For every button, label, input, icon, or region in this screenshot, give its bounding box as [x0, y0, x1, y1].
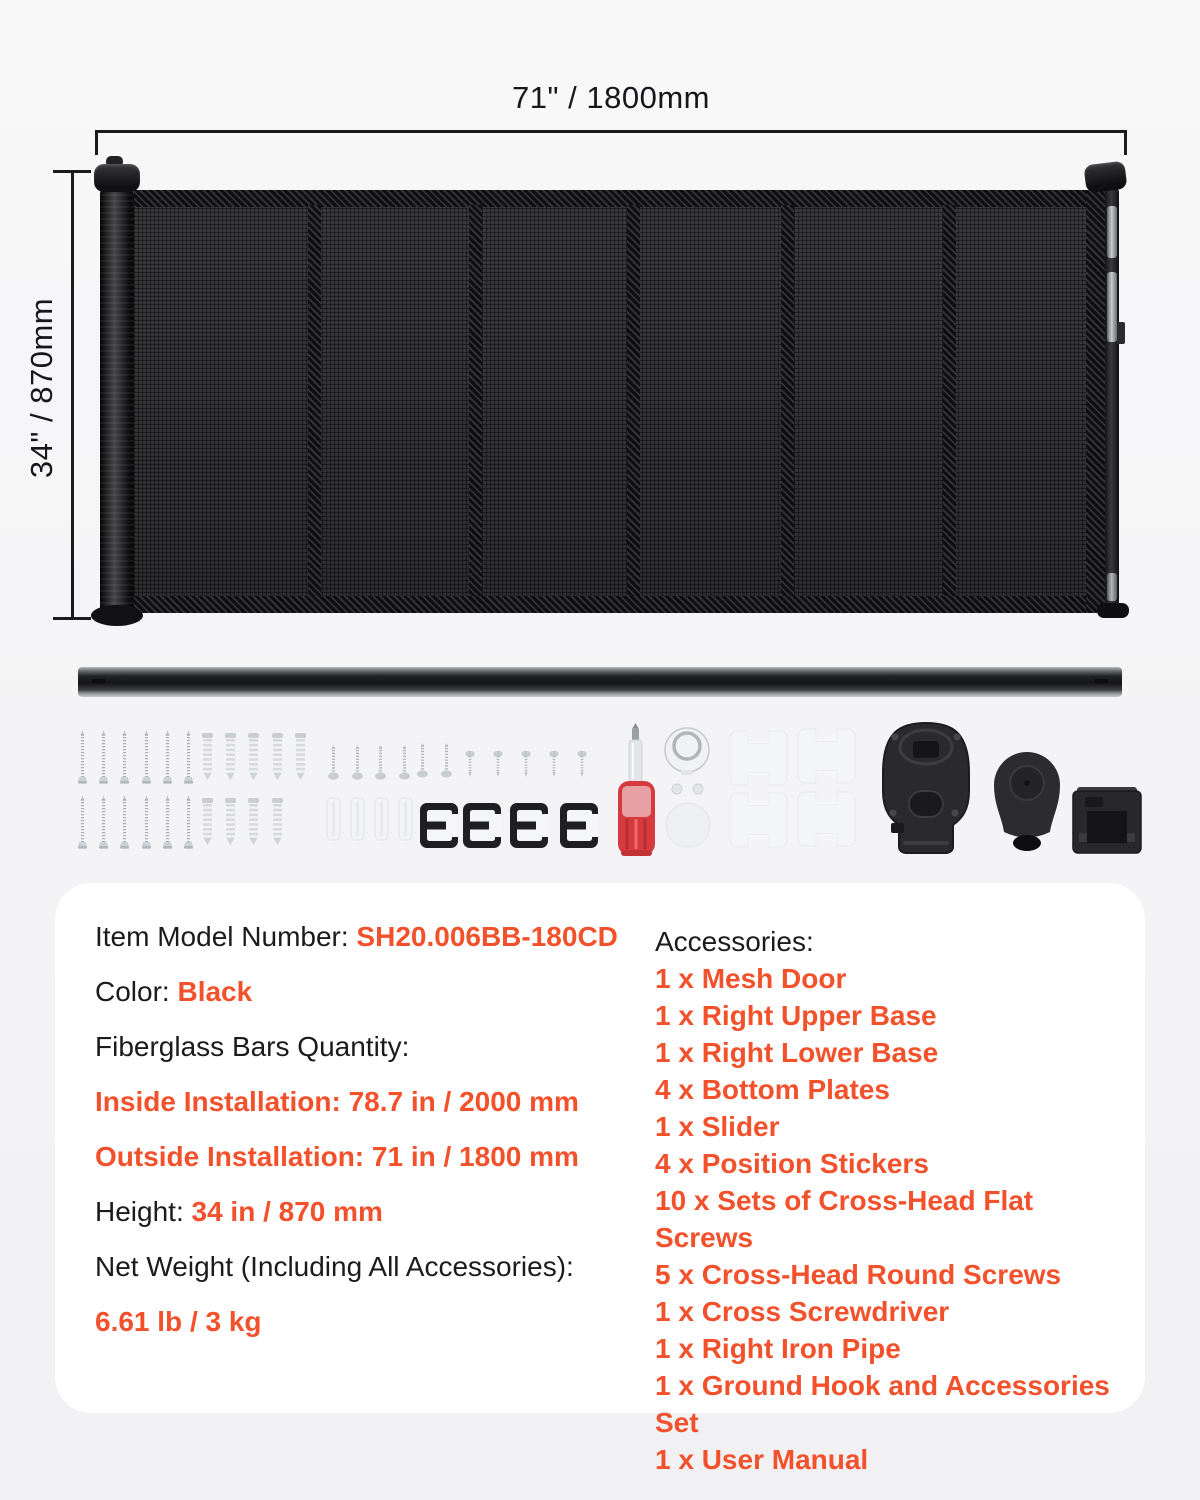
spec-left-column — [95, 920, 635, 1360]
mesh-right-edge — [1086, 190, 1106, 613]
left-pole-foot — [91, 605, 143, 626]
accessory-item: 4 x Position Stickers — [655, 1148, 929, 1179]
screwdriver-illustration — [618, 723, 655, 856]
width-dimension-line — [95, 130, 1127, 133]
spec-row-fiberglass: Fiberglass Bars Quantity: — [95, 1031, 410, 1062]
width-dimension-label: 71" / 1800mm — [512, 80, 710, 115]
accessory-item: 1 x Slider — [655, 1111, 780, 1142]
dimension-tick — [95, 130, 98, 155]
accessory-item: 10 x Sets of Cross-Head Flat Screws — [655, 1185, 1034, 1253]
right-lower-base-illustration — [994, 752, 1060, 851]
accessory-item: 1 x Right Lower Base — [655, 1037, 939, 1068]
accessories-illustration — [55, 715, 1175, 875]
wall-anchors-group — [202, 733, 306, 845]
spec-row-height: Height: 34 in / 870 mm — [95, 1196, 383, 1227]
mesh-top-border — [134, 190, 1106, 207]
suction-cup-set-illustration — [665, 728, 710, 847]
left-pole-cap — [94, 164, 140, 192]
mesh-divider — [469, 205, 482, 596]
spec-row-color: Color: Black — [95, 976, 253, 1007]
accessory-item: 1 x Mesh Door — [655, 963, 847, 994]
accessory-item: 1 x Cross Screwdriver — [655, 1296, 950, 1327]
accessory-item: 1 x Right Upper Base — [655, 1000, 937, 1031]
dimension-tick — [53, 617, 91, 620]
rail-slot — [92, 679, 106, 683]
spec-row-model: Item Model Number: SH20.006BB-180CD — [95, 921, 618, 952]
dimension-tick — [1124, 130, 1127, 155]
right-iron-pipe — [1105, 188, 1119, 610]
bottom-plates-group — [420, 803, 598, 848]
dimension-tick — [53, 170, 91, 173]
spec-row-inside-installation: Inside Installation: 78.7 in / 2000 mm — [95, 1086, 579, 1117]
spec-row-outside-installation: Outside Installation: 71 in / 1800 mm — [95, 1141, 579, 1172]
mesh-divider — [627, 205, 640, 596]
accessories-title: Accessories: — [655, 926, 814, 957]
mounting-rail-illustration — [78, 667, 1122, 697]
mesh-divider — [781, 205, 794, 596]
mesh-divider — [308, 205, 321, 596]
accessories-list — [655, 923, 1125, 1478]
round-screws-group — [328, 743, 452, 780]
accessory-item: 1 x Right Iron Pipe — [655, 1333, 901, 1364]
spec-panel — [55, 883, 1145, 1475]
latch-tab — [1117, 322, 1125, 344]
mesh-divider — [943, 205, 956, 596]
rail-slot — [1094, 679, 1108, 683]
left-roller-pole — [100, 186, 134, 616]
small-screws-group — [465, 751, 587, 777]
position-stickers-group — [730, 727, 855, 849]
pipe-highlight — [1107, 573, 1117, 601]
accessory-item: 5 x Cross-Head Round Screws — [655, 1259, 1062, 1290]
accessory-item: 1 x User Manual — [655, 1444, 869, 1475]
anchor-sleeves-group — [327, 798, 412, 840]
pipe-highlight — [1107, 272, 1117, 342]
pipe-highlight — [1107, 206, 1117, 258]
mesh-bottom-border — [134, 596, 1106, 613]
right-pole-foot — [1097, 603, 1129, 618]
slider-illustration — [1073, 787, 1141, 853]
right-upper-base-illustration — [883, 723, 969, 853]
accessory-item: 4 x Bottom Plates — [655, 1074, 890, 1105]
height-dimension-label: 34" / 870mm — [24, 297, 59, 479]
height-dimension-line — [71, 170, 74, 620]
right-pole-cap — [1083, 161, 1127, 194]
spec-row-net-weight-label: Net Weight (Including All Accessories): — [95, 1251, 574, 1282]
spec-row-net-weight-value: 6.61 lb / 3 kg — [95, 1306, 262, 1337]
flat-screws-group — [78, 730, 193, 849]
accessory-item: 1 x Ground Hook and Accessories Set — [655, 1370, 1110, 1438]
